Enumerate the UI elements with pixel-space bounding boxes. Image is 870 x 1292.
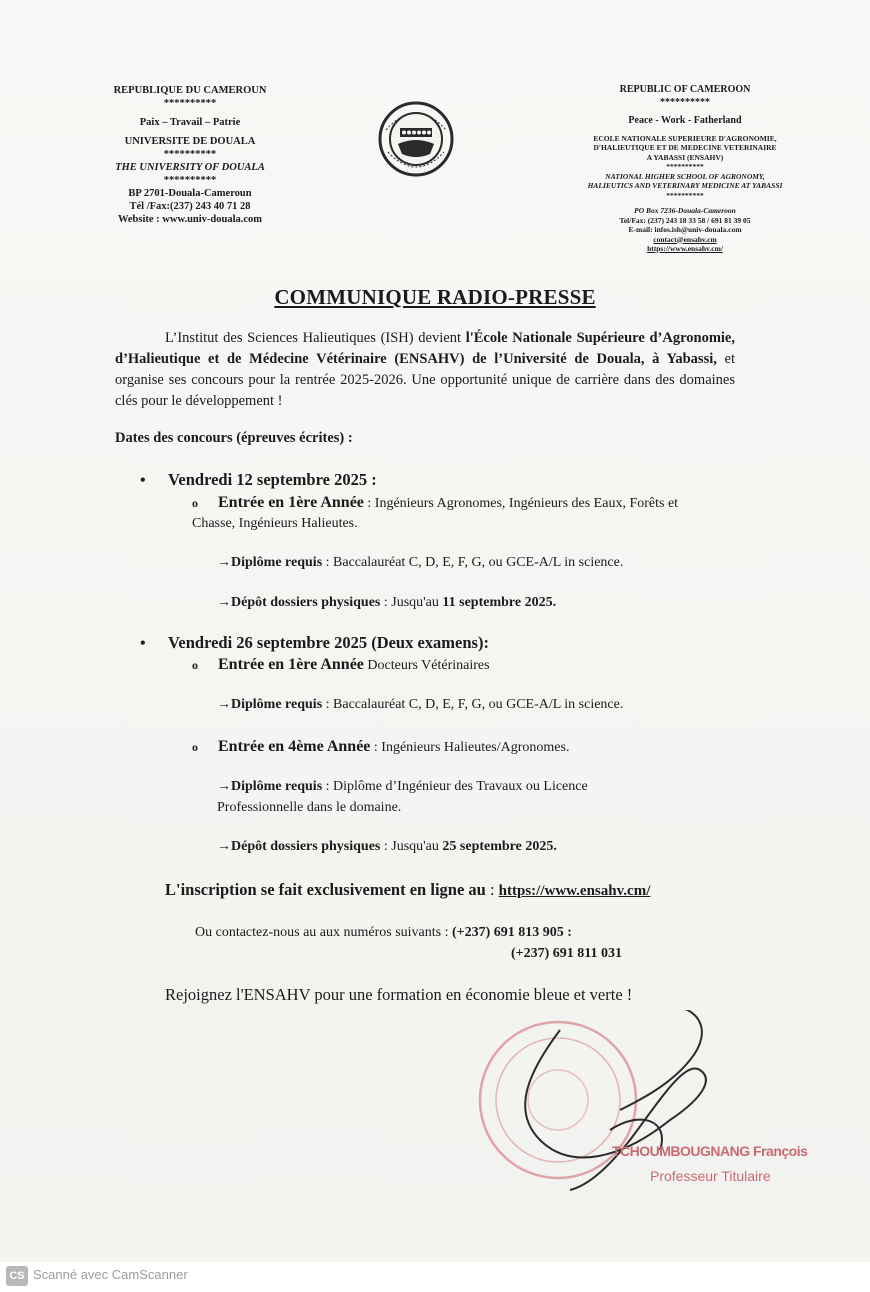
school-name-en-2: HALIEUTICS AND VETERINARY MEDICINE AT YABASSI (587, 181, 783, 190)
po-box: PO Box 7236-Douala-Cameroon (634, 206, 736, 215)
circle-bullet-icon: o (192, 740, 198, 754)
signatory-title: Professeur Titulaire (650, 1168, 771, 1184)
closing-line: Rejoignez l'ENSAHV pour une formation en économie bleue et verte ! (165, 985, 633, 1004)
circle-bullet-icon: o (192, 658, 198, 672)
country-en: REPUBLIC OF CAMEROON (619, 84, 751, 95)
school-name-fr-2: D'HALIEUTIQUE ET DE MEDECINE VETERINAIRE (593, 143, 777, 152)
website: Website : www.univ-douala.com (117, 214, 263, 225)
postal-box: BP 2701-Douala-Cameroun (128, 188, 252, 199)
stars: ********** (666, 190, 704, 200)
session-2-date: • Vendredi 26 septembre 2025 (Deux examens): (140, 633, 489, 652)
session-2-requirement-1: →Diplôme requis : Baccalauréat C, D, E, F, G, ou GCE-A/L in science. (217, 697, 624, 712)
scanner-footer (0, 1262, 870, 1292)
session-1-requirement: →Diplôme requis : Baccalauréat C, D, E, F, G, ou GCE-A/L in science. (217, 555, 624, 570)
phone-fax: Tél /Fax:(237) 243 40 71 28 (129, 201, 251, 212)
contact-email-link[interactable]: contact@ensahv.cm (653, 234, 717, 244)
stars: ********** (666, 162, 704, 171)
session-2-entry-2: o Entrée en 4ème Année : Ingénieurs Halieutes/Agronomes. (192, 738, 570, 755)
university-seal-icon (378, 100, 454, 178)
stars: ********** (660, 96, 710, 108)
stars: ********** (163, 98, 217, 109)
inscription-line: L'inscription se fait exclusivement en ligne au : https://www.ensahv.cm/ (165, 880, 651, 899)
intro-school-name: l'École Nationale Supérieure d’Agronomie, d’Halieutique et de Médecine Vétérinaire (ENSAHV) de l’Université de Douala, à Yabassi, (115, 330, 735, 367)
session-2-entry-1: o Entrée en 1ère Année Docteurs Vétérinaires (192, 656, 490, 673)
school-name-fr-3: A YABASSI (ENSAHV) (646, 152, 724, 162)
session-1-deadline: →Dépôt dossiers physiques : Jusqu'au 11 septembre 2025. (217, 595, 557, 610)
registration-link[interactable]: https://www.ensahv.cm/ (498, 883, 651, 899)
session-2-requirement-2: →Diplôme requis : Diplôme d’Ingénieur des Travaux ou Licence Professionnelle dans le domaine. (217, 779, 588, 815)
stars: ********** (163, 149, 217, 160)
email: E-mail: infos.ish@univ-douala.com (628, 225, 742, 234)
camscanner-logo-icon: CS (6, 1266, 28, 1286)
intro-paragraph (115, 328, 735, 412)
scanner-watermark: Scanné avec CamScanner (33, 1267, 188, 1282)
country-fr: REPUBLIQUE DU CAMEROUN (113, 85, 267, 96)
header-right (540, 84, 830, 254)
signatory-name: TCHOUMBOUGNANG François (612, 1143, 808, 1159)
header-left (90, 84, 290, 226)
phone-2: (+237) 691 811 031 (511, 946, 623, 961)
session-2-deadline: →Dépôt dossiers physiques : Jusqu'au 25 septembre 2025. (217, 839, 557, 854)
motto-fr: Paix – Travail – Patrie (139, 117, 241, 128)
university-name-en: THE UNIVERSITY OF DOUALA (115, 162, 265, 173)
motto-en: Peace - Work - Fatherland (628, 115, 742, 126)
session-1-date: • Vendredi 12 septembre 2025 : (140, 470, 377, 489)
page-title: COMMUNIQUE RADIO-PRESSE (274, 285, 596, 309)
session-1-entry: o Entrée en 1ère Année : Ingénieurs Agronomes, Ingénieurs des Eaux, Forêts et Chasse, Ingénieurs Halieutes. (192, 494, 679, 531)
stars: ********** (163, 175, 217, 186)
intro-text-2: et organise ses concours pour la rentrée 2025-2026. Une opportunité unique de carrière dans des domaines clés pour le développement ! (115, 351, 735, 409)
intro-text-1: L’Institut des Sciences Halieutiques (ISH) devient (165, 330, 466, 346)
dates-heading: Dates des concours (épreuves écrites) : (115, 430, 353, 446)
university-name: UNIVERSITE DE DOUALA (124, 136, 256, 147)
school-name-en-1: NATIONAL HIGHER SCHOOL OF AGRONOMY, (605, 171, 765, 181)
phone-fax: Tel/Fax: (237) 243 18 33 58 / 691 81 39 05 (619, 215, 751, 225)
bullet-icon: • (140, 635, 146, 652)
circle-bullet-icon: o (192, 496, 198, 510)
website-link[interactable]: https://www.ensahv.cm/ (647, 244, 723, 253)
phone-1: (+237) 691 813 905 : (452, 925, 572, 940)
bullet-icon: • (140, 472, 146, 489)
school-name-fr-1: ECOLE NATIONALE SUPERIEURE D'AGRONOMIE, (593, 133, 777, 143)
contact-block: Ou contactez-nous au aux numéros suivants : (+237) 691 813 905 : (+237) 691 811 031 (195, 925, 623, 961)
